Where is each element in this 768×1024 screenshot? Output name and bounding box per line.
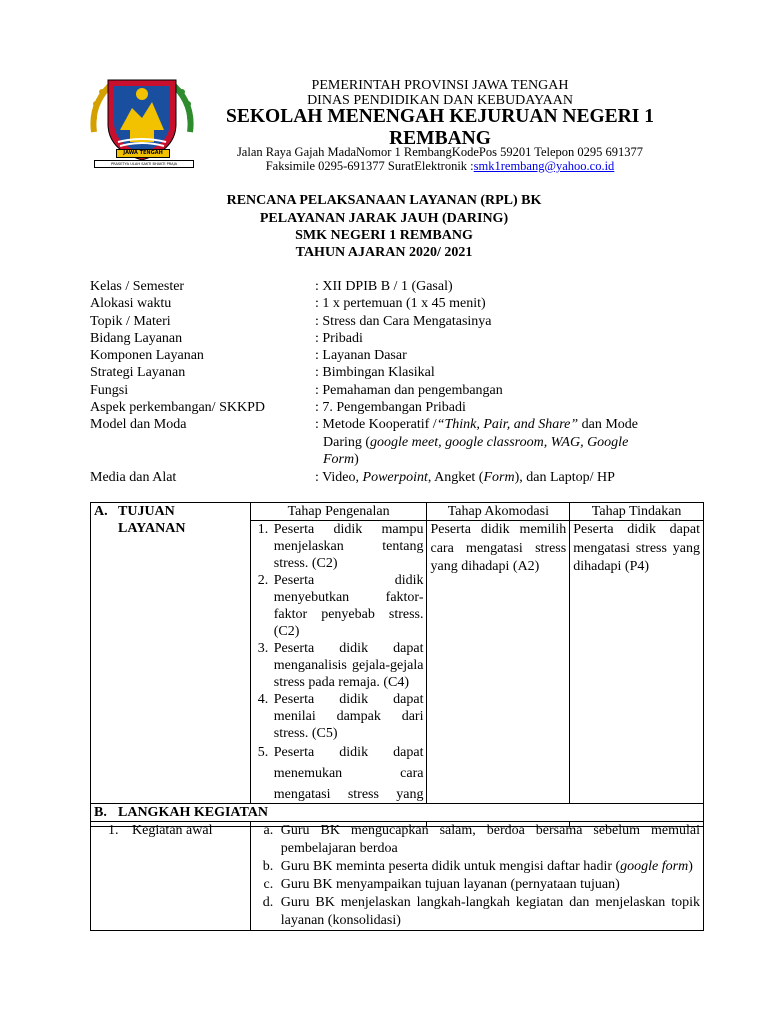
doc-title-line2: PELAYANAN JARAK JAUH (DARING) xyxy=(259,211,509,226)
model-text: : Metode Kooperatif / xyxy=(315,417,437,432)
media-italic: Form xyxy=(483,470,515,485)
section-letter: B. xyxy=(94,805,107,820)
list-item xyxy=(277,858,700,876)
logo-ribbon-top: JAWA TENGAH xyxy=(116,149,170,158)
doc-title-line1: RENCANA PELAKSANAAN LAYANAN (RPL) BK xyxy=(226,193,542,208)
fax-text: Faksimile 0295-691377 SuratElektronik : xyxy=(265,159,474,173)
list-item: 5. Peserta didik dapat menemukan cara mengatasi stress yang xyxy=(272,742,424,826)
model-text: ) xyxy=(354,452,359,467)
header-contact xyxy=(200,159,680,173)
media-text: : Video, xyxy=(315,470,363,485)
identity-label: Komponen Layanan xyxy=(90,348,204,363)
akomodasi-cell: Peserta didik memilih cara mengatasi stress yang dihadapi (A2) xyxy=(427,521,570,827)
kegiatan-awal-list xyxy=(254,822,700,930)
step-content-cell xyxy=(250,822,703,931)
header-akomodasi: Tahap Akomodasi xyxy=(427,503,570,521)
list-item: 1. Peserta didik mampu menjelaskan tentang stress. (C2) xyxy=(272,521,424,572)
identity-label: Bidang Layanan xyxy=(90,331,183,346)
model-text: dan Mode xyxy=(578,417,639,432)
list-item: 4. Peserta didik dapat menilai dampak dari stress. (C5) xyxy=(272,691,424,742)
identity-value xyxy=(315,469,755,486)
tujuan-section-cell xyxy=(91,503,251,827)
media-text: , Angket ( xyxy=(427,470,484,485)
pengenalan-cell xyxy=(250,521,427,827)
model-italic: Form xyxy=(323,452,355,467)
section-letter: A. xyxy=(94,504,108,519)
model-text: Daring ( xyxy=(323,434,371,450)
header-tindakan: Tahap Tindakan xyxy=(570,503,704,521)
item-text: Guru BK meminta peserta didik untuk mengisi daftar hadir ( xyxy=(280,859,621,874)
list-item: c. Guru BK menyampaikan tujuan layanan (pernyataan tujuan) xyxy=(277,876,700,894)
header-government-line: PEMERINTAH PROVINSI JAWA TENGAH xyxy=(311,78,569,93)
section-title: LANGKAH KEGIATAN xyxy=(118,805,268,820)
identity-label: Model dan Moda xyxy=(90,417,187,432)
step-number: 1. xyxy=(108,823,119,838)
identity-label: Fungsi xyxy=(90,383,129,398)
section-title xyxy=(118,503,185,537)
logo-ribbon-bottom: PRASETYA ULAH SAKTI BHAKTI PRAJA xyxy=(94,160,194,168)
identity-value: : Layanan Dasar xyxy=(315,348,407,363)
identity-value: : XII DPIB B / 1 (Gasal) xyxy=(315,279,453,294)
email-link[interactable]: smk1rembang@yahoo.co.id xyxy=(473,159,615,173)
step-label-cell xyxy=(91,822,251,931)
header-department-line: DINAS PENDIDIKAN DAN KEBUDAYAAN xyxy=(307,93,573,108)
identity-label: Kelas / Semester xyxy=(90,279,185,294)
identity-label: Strategi Layanan xyxy=(90,365,186,380)
list-item: d. Guru BK menjelaskan langkah-langkah kegiatan dan menjelaskan topik layanan (konsolidasi) xyxy=(277,894,700,930)
model-italic: google meet, google classroom, WAG, Google xyxy=(370,434,629,450)
media-text: ), dan Laptop/ HP xyxy=(514,470,615,485)
header-school-name: SEKOLAH MENENGAH KEJURUAN NEGERI 1 REMBANG xyxy=(226,106,654,149)
langkah-table xyxy=(90,803,704,931)
step-label: Kegiatan awal xyxy=(132,823,213,838)
section-title-line: LAYANAN xyxy=(118,521,186,536)
tujuan-table xyxy=(90,502,704,827)
langkah-section-cell xyxy=(91,804,704,822)
identity-value xyxy=(315,416,665,469)
tindakan-cell: Peserta didik dapat mengatasi stress yang dihadapi (P4) xyxy=(570,521,704,827)
identity-value: : Pemahaman dan pengembangan xyxy=(315,383,503,398)
identity-label: Aspek perkembangan/ SKKPD xyxy=(90,400,265,415)
identity-label: Alokasi waktu xyxy=(90,296,172,311)
identity-value: : 7. Pengembangan Pribadi xyxy=(315,400,466,415)
item-italic: google form xyxy=(620,859,689,874)
identity-value: : 1 x pertemuan (1 x 45 menit) xyxy=(315,296,486,311)
identity-value: : Pribadi xyxy=(315,331,363,346)
list-item: 3. Peserta didik dapat menganalisis gejala-gejala stress pada remaja. (C4) xyxy=(272,640,424,691)
pengenalan-list xyxy=(254,521,424,826)
identity-label: Topik / Materi xyxy=(90,314,171,329)
identity-label: Media dan Alat xyxy=(90,470,177,485)
identity-value: : Bimbingan Klasikal xyxy=(315,365,435,380)
list-item: a. Guru BK mengucapkan salam, berdoa bersama sebelum memulai pembelajaran berdoa xyxy=(277,822,700,858)
media-italic: Powerpoint xyxy=(362,470,428,485)
item-text: ) xyxy=(688,859,693,874)
header-pengenalan: Tahap Pengenalan xyxy=(250,503,427,521)
list-item: 2. Peserta didik menyebutkan faktor-faktor penyebab stress. (C2) xyxy=(272,572,424,640)
doc-title-line3: SMK NEGERI 1 REMBANG xyxy=(295,228,473,243)
doc-title-line4: TAHUN AJARAN 2020/ 2021 xyxy=(295,245,473,260)
identity-value: : Stress dan Cara Mengatasinya xyxy=(315,314,492,329)
section-title-line: TUJUAN xyxy=(118,504,175,519)
header-address: Jalan Raya Gajah MadaNomor 1 RembangKodePos 59201 Telepon 0295 691377 xyxy=(236,145,644,159)
model-italic: “Think, Pair, and Share” xyxy=(436,417,579,432)
